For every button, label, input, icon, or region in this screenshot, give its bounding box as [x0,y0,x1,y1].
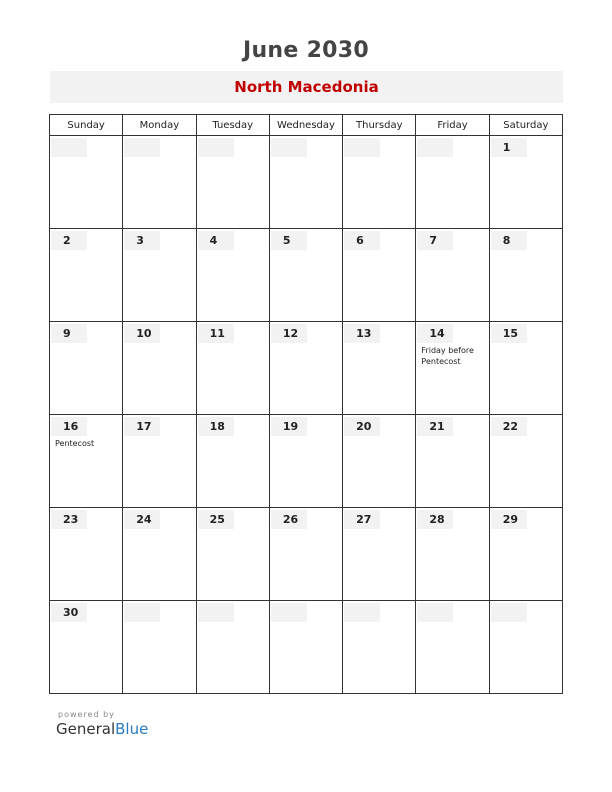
page-title: June 2030 [242,38,370,63]
country-name: North Macedonia [234,78,379,96]
day-cell [343,415,416,508]
day-cell [123,508,196,601]
day-number: 2 [51,231,87,250]
day-number: 20 [344,417,380,436]
day-cell [343,229,416,322]
week-row [50,508,563,601]
day-cell [123,322,196,415]
day-number: 26 [271,510,307,529]
day-cell [269,601,342,694]
day-number: 8 [491,231,527,250]
day-number [271,138,307,157]
day-cell [416,601,489,694]
day-number: 7 [417,231,453,250]
day-number: 5 [271,231,307,250]
calendar-body [50,136,563,694]
week-row [50,601,563,694]
day-number [198,138,234,157]
day-cell [489,415,562,508]
day-number [491,603,527,622]
day-number: 17 [124,417,160,436]
day-number: 21 [417,417,453,436]
day-cell [343,508,416,601]
day-number: 18 [198,417,234,436]
day-cell [269,136,342,229]
brand-general: General [56,720,116,738]
day-number: 30 [51,603,87,622]
day-cell [343,136,416,229]
day-number: 9 [51,324,87,343]
calendar-grid [49,114,563,694]
day-number [124,138,160,157]
weekday-saturday: Saturday [489,115,562,136]
day-number: 23 [51,510,87,529]
day-number: 13 [344,324,380,343]
day-number: 25 [198,510,234,529]
day-number: 1 [491,138,527,157]
day-number: 3 [124,231,160,250]
day-cell [123,415,196,508]
day-cell [489,229,562,322]
day-number: 6 [344,231,380,250]
day-cell [416,136,489,229]
day-cell [196,415,269,508]
holiday-label: Pentecost [55,439,95,448]
day-number [198,603,234,622]
day-cell [50,601,123,694]
day-number: 4 [198,231,234,250]
day-cell [489,601,562,694]
day-cell [196,322,269,415]
weekday-monday: Monday [123,115,196,136]
day-number: 29 [491,510,527,529]
day-cell [489,322,562,415]
day-cell [50,415,123,508]
day-number [417,603,453,622]
footer-branding [56,710,148,738]
day-cell [123,136,196,229]
day-cell [269,322,342,415]
day-number [344,603,380,622]
weekday-thursday: Thursday [343,115,416,136]
day-number [417,138,453,157]
weekday-friday: Friday [416,115,489,136]
day-number [271,603,307,622]
day-cell [269,415,342,508]
day-cell [489,508,562,601]
day-number: 11 [198,324,234,343]
day-number: 24 [124,510,160,529]
day-number: 28 [417,510,453,529]
powered-by-text: powered by [58,710,115,719]
day-cell [123,229,196,322]
brand-blue: Blue [115,720,149,738]
day-cell [196,136,269,229]
week-row [50,415,563,508]
day-cell [50,229,123,322]
weekday-tuesday: Tuesday [196,115,269,136]
day-number [124,603,160,622]
day-cell [343,601,416,694]
day-number: 19 [271,417,307,436]
week-row [50,322,563,415]
day-cell [343,322,416,415]
day-cell [416,322,489,415]
weekday-wednesday: Wednesday [269,115,342,136]
country-band [50,71,563,103]
day-number: 27 [344,510,380,529]
day-number [51,138,87,157]
day-cell [416,508,489,601]
brand-logo [56,720,148,738]
day-cell [196,508,269,601]
day-cell [489,136,562,229]
day-number: 22 [491,417,527,436]
day-cell [416,415,489,508]
day-number: 15 [491,324,527,343]
day-cell [269,508,342,601]
day-cell [196,601,269,694]
day-number: 10 [124,324,160,343]
week-row [50,229,563,322]
day-number: 14 [417,324,453,343]
day-number: 12 [271,324,307,343]
weekday-header-row [50,115,563,136]
day-number: 16 [51,417,87,436]
day-cell [123,601,196,694]
week-row [50,136,563,229]
day-cell [50,322,123,415]
day-number [344,138,380,157]
day-cell [196,229,269,322]
day-cell [50,508,123,601]
holiday-label: Friday before Pentecost [421,346,474,366]
day-cell [50,136,123,229]
weekday-sunday: Sunday [50,115,123,136]
day-cell [416,229,489,322]
day-cell [269,229,342,322]
